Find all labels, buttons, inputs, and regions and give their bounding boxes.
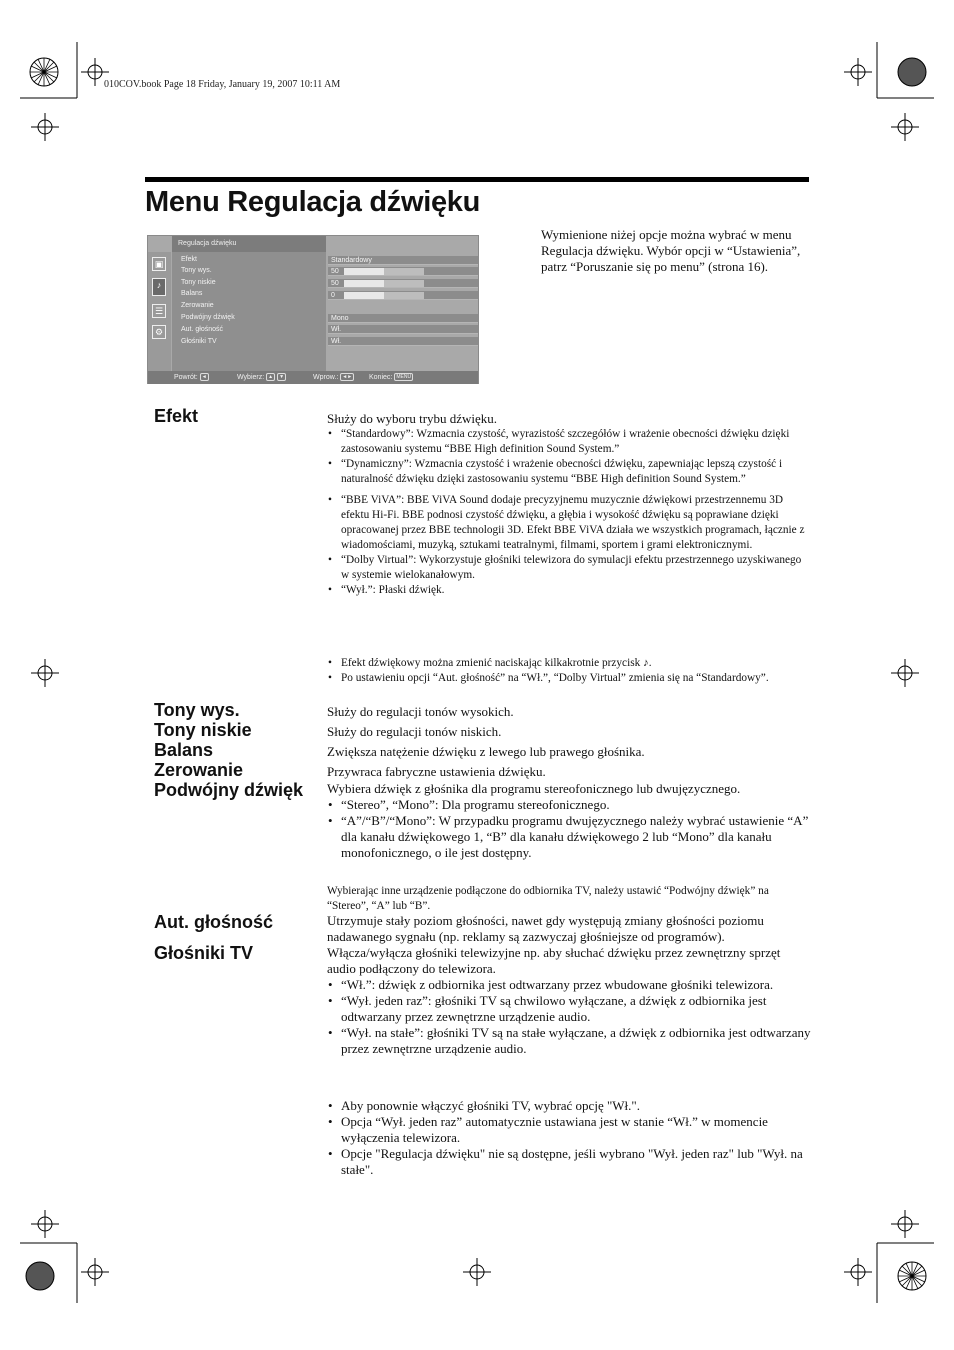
- glosniki-text: Włącza/wyłącza głośniki telewizyjne np. aby słuchać dźwięku przez zewnętrzny sprzęt audio podłączony do telewizora.: [327, 945, 781, 976]
- picture-icon: ▣: [152, 257, 166, 271]
- heading-tony-niskie: Tony niskie: [154, 720, 252, 740]
- intro-text: Wymienione niżej opcje można wybrać w menu Regulacja dźwięku. Wybór opcji w “Ustawienia”, patrz “Poruszanie się po menu” (strona 16).: [541, 227, 801, 274]
- tv-slider-tony-niskie: [344, 280, 424, 287]
- heading-podwojny: Podwójny dźwięk: [154, 780, 304, 800]
- heading-glosniki: Głośniki TV: [154, 943, 254, 963]
- aut-glosnosc-text: Utrzymuje stały poziom głośności, nawet gdy występują zmiany głośności poziomu nadawanego sygnału (np. reklamy są zazwyczaj głośniejsze od programów).: [327, 913, 764, 944]
- tv-label-podwojny: Podwójny dźwięk: [181, 314, 235, 321]
- tv-value-podwojny: Mono: [328, 314, 478, 323]
- down-arrow-icon: ▼: [279, 374, 285, 381]
- list-item: • “Wył. na stałe”: głośniki TV są na stałe wyłączane, a dźwięk z odbiornika jest odtwarzany przez zewnętrzne urządzenie audio.: [328, 1025, 811, 1056]
- footer-back: Powrót: ◄: [174, 374, 207, 381]
- tv-slider-tony-wys: [344, 268, 424, 275]
- tv-label-efekt: Efekt: [181, 256, 197, 263]
- tv-label-glosniki: Głośniki TV: [181, 338, 217, 345]
- enter-icon: ◄►: [342, 374, 353, 381]
- print-header: 010COV.book Page 18 Friday, January 19, 2007 10:11 AM: [104, 79, 341, 90]
- list-item: • “BBE ViVA”: BBE ViVA Sound dodaje precyzyjnemu muzycznie dźwiękowi przestrzennemu 3D efektu Hi-Fi. BBE podnosi czystość dźwięku, a głębia i wysokość dźwięku są poprawiane dzięki opracowanej przez BBE technologii 3D. Efekt BBE ViVA działa we wszystkich programach, łącznie z wiadomościami, muzyką, sztukami teatralnymi, filmami, sportem i grami elektronicznymi.: [328, 494, 805, 551]
- tv-value-tony-niskie: 50: [328, 279, 478, 288]
- list-item: • “Dolby Virtual”: Wykorzystuje głośniki telewizora do symulacji efektu przestrzennego uzyskiwanego w systemie wielokanałowym.: [328, 554, 802, 581]
- tv-label-tony-wys: Tony wys.: [181, 267, 212, 274]
- note-item: • Opcja “Wył. jeden raz” automatycznie ustawiana jest w stanie “Wł.” w momencie wyłączenia telewizora.: [328, 1114, 768, 1145]
- sound-icon: ♪: [152, 278, 166, 296]
- efekt-notes: [327, 656, 812, 686]
- list-item: • “Wył.”: Płaski dźwięk.: [328, 584, 445, 596]
- tv-slider-balans: [344, 292, 424, 299]
- podwojny-text: Wybiera dźwięk z głośnika dla programu stereofonicznego lub dwujęzycznego.: [327, 781, 741, 796]
- tv-value-balans: 0: [328, 291, 478, 300]
- note-item: • Efekt dźwiękowy można zmienić naciskając kilkakrotnie przycisk ♪.: [328, 657, 652, 669]
- note-item: • Opcje "Regulacja dźwięku" nie są dostępne, jeśli wybrano "Wył. jeden raz" lub "Wył. na stałe".: [328, 1146, 803, 1177]
- tv-menu-title: Regulacja dźwięku: [172, 236, 326, 252]
- podwojny-note: Wybierając inne urządzenie podłączone do odbiornika TV, należy ustawić “Podwójny dźwięk” na “Stereo”, “A” lub “B”.: [327, 885, 769, 912]
- podwojny-section: [327, 781, 812, 861]
- tv-menu-icon-bar: [148, 252, 171, 371]
- heading-zerowanie: Zerowanie: [154, 760, 244, 780]
- note-item: • Aby ponownie włączyć głośniki TV, wybrać opcję "Wł.".: [328, 1098, 640, 1113]
- heading-efekt: Efekt: [154, 406, 199, 426]
- up-arrow-icon: ▲: [268, 374, 274, 381]
- efekt-intro: Służy do wyboru trybu dźwięku.: [327, 411, 498, 426]
- heading-balans: Balans: [154, 740, 214, 760]
- list-item: • “Stereo”, “Mono”: Dla programu stereofonicznego.: [328, 797, 610, 812]
- menu-key-icon: MENU: [396, 374, 412, 381]
- list-item: • “Dynamiczny”: Wzmacnia czystość i wrażenie obecności dźwięku, zapewniając lepszą czystość i naturalność dźwięku dzięki zastosowaniu systemu “BBE High definition Sound System.”: [328, 458, 783, 485]
- list-item: • “Standardowy”: Wzmacnia czystość, wyrazistość szczegółów i wrażenie obecności dźwięku dzięki zastosowaniu systemu “BBE High definition Sound System.”: [328, 428, 790, 455]
- tv-value-glosniki: Wł.: [328, 337, 478, 346]
- heading-tony-wys: Tony wys.: [154, 700, 240, 720]
- tv-value-aut-glosnosc: Wł.: [328, 325, 478, 334]
- title-rule: [145, 177, 809, 182]
- tv-label-zerowanie: Zerowanie: [181, 302, 214, 309]
- tv-label-balans: Balans: [181, 290, 203, 297]
- tv-menu-footer: [148, 371, 478, 384]
- tv-value-tony-wys: 50: [328, 267, 478, 276]
- setup-icon: ⚙: [152, 325, 166, 339]
- tv-menu-screenshot: [147, 235, 479, 384]
- list-item: • “A”/“B”/“Mono”: W przypadku programu dwujęzycznego należy wybrać ustawienie “A” dla kanału dźwiękowego 1, “B” dla kanału dźwiękowego 2 lub “Mono” dla kanału monofonicznego, o ile jest dostępny.: [328, 813, 809, 860]
- page-title: Menu Regulacja dźwięku: [145, 186, 481, 218]
- tv-label-tony-niskie: Tony niskie: [181, 279, 216, 286]
- tony-wys-text: Służy do regulacji tonów wysokich.: [327, 704, 514, 719]
- list-item: • “Wł.”: dźwięk z odbiornika jest odtwarzany przez wbudowane głośniki telewizora.: [328, 977, 774, 992]
- balans-text: Zwiększa natężenie dźwięku z lewego lub prawego głośnika.: [327, 744, 645, 759]
- heading-aut-glosnosc: Aut. głośność: [154, 912, 274, 932]
- footer-end: Koniec: MENU: [369, 374, 412, 381]
- features-icon: ☰: [152, 304, 166, 318]
- zerowanie-text: Przywraca fabryczne ustawienia dźwięku.: [327, 764, 546, 779]
- tv-value-efekt: Standardowy: [328, 256, 478, 265]
- footer-enter: Wprow.: ◄►: [313, 374, 353, 381]
- efekt-bullets: [327, 427, 812, 598]
- tv-menu-labels: [172, 252, 326, 371]
- note-item: • Po ustawieniu opcji “Aut. głośność” na “Wł.”, “Dolby Virtual” zmienia się na “Standardowy”.: [328, 672, 769, 684]
- back-arrow-icon: ◄: [201, 374, 207, 381]
- glosniki-section: [327, 945, 812, 1057]
- tv-label-aut-glosnosc: Aut. głośność: [181, 326, 224, 333]
- list-item: • “Wył. jeden raz”: głośniki TV są chwilowo wyłączane, a dźwięk z odbiornika jest odtwarzany przez zewnętrzne urządzenie audio.: [328, 993, 767, 1024]
- glosniki-notes: [327, 1098, 812, 1178]
- footer-select: Wybierz: ▲ ▼: [237, 374, 285, 381]
- tony-niskie-text: Służy do regulacji tonów niskich.: [327, 724, 502, 739]
